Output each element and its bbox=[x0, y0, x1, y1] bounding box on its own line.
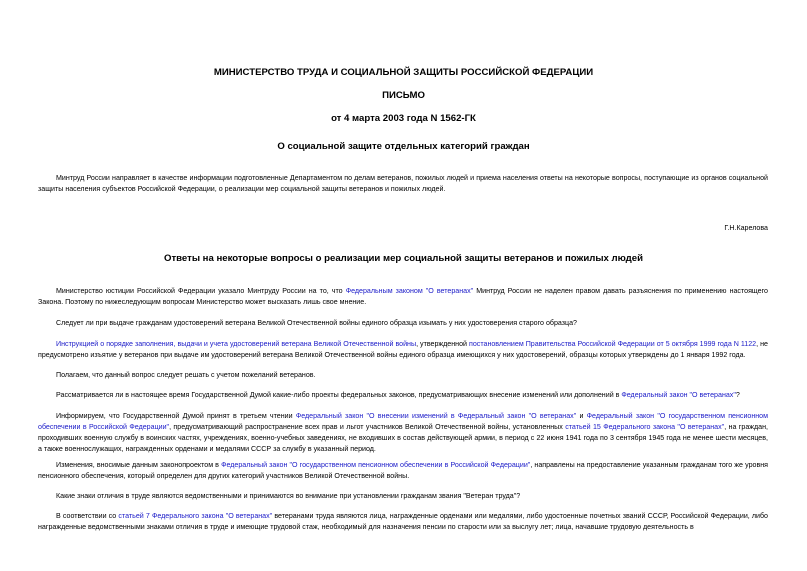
paragraph-7 bbox=[38, 460, 768, 482]
paragraph-6-text-a: Информируем, что Государственной Думой принят в третьем чтении bbox=[56, 412, 296, 420]
paragraph-7-text-a: Изменения, вносимые данным законопроектом в bbox=[56, 461, 222, 469]
paragraph-6-text-c: , предусматривающий распространение всех прав и льгот участников Великой Отечественной войны, установленных bbox=[169, 423, 566, 431]
paragraph-5-text-b: ? bbox=[735, 391, 740, 399]
paragraph-1-text-b: Минтруд России не наделен правом давать разъяснения по применению настоящего Закона. Поэтому по нижеследующим вопросам Министерство может высказать лишь свое мнение. bbox=[38, 287, 769, 306]
link-instruction[interactable]: Инструкцией о порядке заполнения, выдачи и учета удостоверений ветерана Великой Отечественной войны bbox=[56, 340, 417, 348]
paragraph-9-text-b: ветеранами труда являются лица, награжденные орденами или медалями, либо удостоенные почетных званий СССР, Российской Федерации, либо награжденные ведомственными знаками отличия в труде и имеющие трудовой стаж, необходимый для назначения пенсии по старости или за выслугу лет; лица, начавшие трудовую деятельность в bbox=[38, 512, 769, 531]
paragraph-9 bbox=[38, 511, 768, 533]
paragraph-5-question bbox=[38, 390, 768, 401]
paragraph-4-text: Полагаем, что данный вопрос следует решать с учетом пожеланий ветеранов. bbox=[56, 371, 316, 379]
link-government-resolution[interactable]: постановлением Правительства Российской Федерации от 5 октября 1999 года N 1122 bbox=[469, 340, 757, 348]
section-title: Ответы на некоторые вопросы о реализации мер социальной защиты ветеранов и пожилых людей bbox=[163, 253, 644, 264]
paragraph-3 bbox=[38, 339, 768, 361]
link-law-amendments[interactable]: Федеральный закон "О внесении изменений в Федеральный закон "О ветеранах" bbox=[295, 412, 577, 420]
paragraph-6-text-d: , на граждан, проходивших военную службу в воинских частях, учреждениях, военно-учебных заведениях, не входивших в состав действующей армии, в период с 22 июня 1941 года по 3 сентября 1945 года не менее шести месяцев, а также военнослужащих, награжденных орденами и медалями СССР за службу в указанный период. bbox=[38, 423, 768, 453]
link-law-veterans-2[interactable]: Федеральный закон "О ветеранах" bbox=[621, 391, 736, 399]
document-type: ПИСЬМО bbox=[382, 90, 425, 101]
paragraph-7-text-b: , направлены на предоставление указанным гражданам того же уровня пенсионного обеспечения, который определен для других категорий участников Великой Отечественной войны. bbox=[38, 461, 768, 480]
paragraph-5-text-a: Рассматривается ли в настоящее время Государственной Думой какие-либо проекты федеральных законов, предусматривающих внесение изменений или дополнений в bbox=[56, 391, 622, 399]
paragraph-8-question bbox=[38, 491, 768, 502]
paragraph-2-question bbox=[38, 318, 768, 329]
paragraph-3-text-a: , утвержденной bbox=[416, 340, 469, 348]
paragraph-2-text: Следует ли при выдаче гражданам удостоверений ветерана Великой Отечественной войны единого образца изымать у них удостоверения старого образца? bbox=[56, 319, 577, 327]
paragraph-1 bbox=[38, 286, 768, 308]
paragraph-6 bbox=[38, 411, 768, 455]
paragraph-8-text: Какие знаки отличия в труде являются ведомственными и принимаются во внимание при установлении гражданам звания "Ветеран труда"? bbox=[56, 492, 521, 500]
link-law-pension-2[interactable]: Федеральный закон "О государственном пенсионном обеспечении в Российской Федерации" bbox=[221, 461, 531, 469]
paragraph-6-text-b: и bbox=[576, 412, 587, 420]
link-article-7[interactable]: статьей 7 Федерального закона "О ветеранах" bbox=[118, 512, 273, 520]
link-law-pension[interactable]: Федеральный закон "О государственном пенсионном обеспечении в Российской Федерации" bbox=[38, 412, 769, 431]
paragraph-4 bbox=[38, 370, 768, 381]
document-date-number: от 4 марта 2003 года N 1562-ГК bbox=[331, 113, 476, 124]
paragraph-3-text-b: , не предусмотрено изъятие у ветеранов при выдаче им удостоверений ветерана Великой Отечественной войны единого образца имеющихся у них удостоверений, образцы которых утверждены до 1 января 1992 года. bbox=[38, 340, 768, 359]
intro-paragraph: Минтруд России направляет в качестве информации подготовленные Департаментом по делам ветеранов, пожилых людей и приема населения ответы на некоторые вопросы, поступающие из органов социальной защиты населения субъектов Российской Федерации, о реализации мер социальной защиты ветеранов и пожилых людей. bbox=[38, 174, 768, 193]
link-article-15[interactable]: статьей 15 Федерального закона "О ветеранах" bbox=[565, 423, 725, 431]
paragraph-1-text-a: Министерство юстиции Российской Федерации указало Минтруду России на то, что bbox=[56, 287, 346, 295]
signature: Г.Н.Карелова bbox=[724, 224, 768, 232]
ministry-heading: МИНИСТЕРСТВО ТРУДА И СОЦИАЛЬНОЙ ЗАЩИТЫ РОССИЙСКОЙ ФЕДЕРАЦИИ bbox=[213, 67, 594, 78]
paragraph-9-text-a: В соответствии со bbox=[56, 512, 119, 520]
document-title: О социальной защите отдельных категорий граждан bbox=[277, 141, 530, 152]
link-law-veterans[interactable]: Федеральным законом "О ветеранах" bbox=[345, 287, 474, 295]
